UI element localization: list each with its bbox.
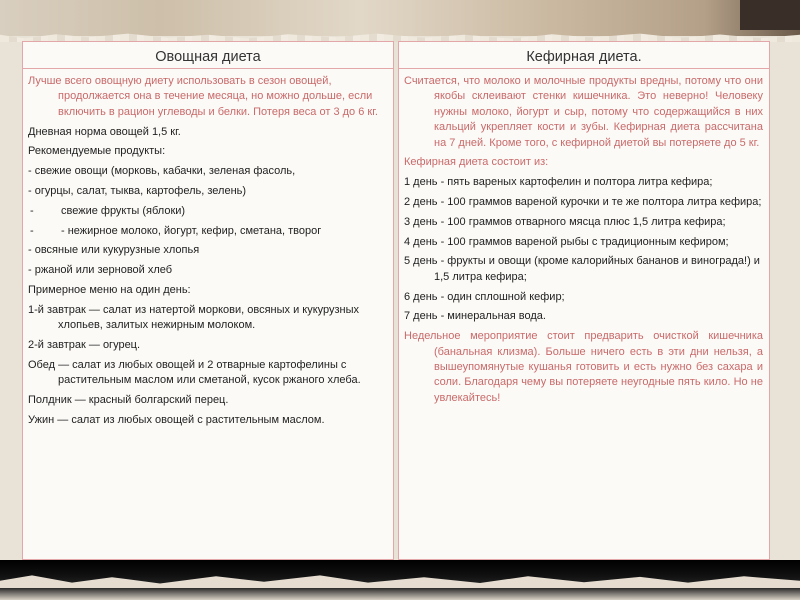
intro-paragraph: Считается, что молоко и молочные продукты вредны, потому что они якобы склеивают стенки кишечника. Это неверно! Человеку нужны молоко, йогурт и сыр, потому что содержащийся в них кальций укрепляет кости и зубы. Кефирная диета рассчитана на 7 дней. Кроме того, с кефирной диетой вы потеряете до 5 кг. — [404, 75, 763, 149]
day-item: 2 день - 100 граммов вареной курочки и те же полтора литра кефира; — [404, 196, 762, 209]
kefir-diet-panel — [398, 41, 770, 560]
day-item: 7 день - минеральная вода. — [404, 310, 546, 323]
day-item: 1 день - пять вареных картофелин и полтора литра кефира; — [404, 176, 713, 189]
day-item: 3 день - 100 граммов отварного мясца плюс 1,5 литра кефира; — [404, 215, 726, 228]
decorative-bottom-band — [0, 560, 800, 600]
panel-title: Кефирная диета. — [526, 49, 642, 65]
title-divider — [399, 68, 769, 69]
list-item: - огурцы, салат, тыква, картофель, зелень) — [28, 185, 247, 197]
menu-item: Ужин — салат из любых овощей с растительным маслом. — [28, 413, 325, 426]
title-divider — [23, 68, 393, 69]
day-item: 6 день - один сплошной кефир; — [404, 290, 565, 303]
daily-norm: Дневная норма овощей 1,5 кг. — [28, 125, 181, 138]
menu-item: Полдник — красный болгарский перец. — [28, 393, 229, 406]
composition-heading: Кефирная диета состоит из: — [404, 156, 549, 169]
vegetable-diet-panel — [22, 41, 394, 560]
bullet-dash: - — [30, 224, 34, 237]
panel-body — [28, 74, 387, 433]
list-item: - ржаной или зерновой хлеб — [28, 264, 173, 277]
menu-item: 2-й завтрак — огурец. — [28, 338, 141, 351]
panel-title: Овощная диета — [155, 49, 261, 65]
list-item: - свежие фрукты (яблоки) — [28, 204, 387, 219]
intro-paragraph: Лучше всего овощную диету использовать в сезон овощей, продолжается она в течение месяца, но можно дольше, если включить в рацион углеводы и белки. Потеря веса от 3 до 6 кг. — [28, 75, 378, 118]
menu-heading: Примерное меню на один день: — [28, 283, 191, 296]
list-item: - свежие овощи (морковь, кабачки, зеленая фасоль, — [28, 165, 296, 178]
list-item: - - нежирное молоко, йогурт, кефир, сметана, творог — [28, 224, 387, 239]
bullet-dash: - — [30, 204, 34, 217]
closing-paragraph: Недельное мероприятие стоит предварить очисткой кишечника (банальная клизма). Больше ничего есть в эти дни нельзя, а вышеупомянутые кушанья готовить и есть нужно без сахара и соли. Благодаря чему вы потеряете неугодные пять кило. Но не увлекайтесь! — [404, 330, 763, 404]
torn-paper-edge — [0, 570, 800, 588]
day-item: 5 день - фрукты и овощи (кроме калорийных бананов и винограда!) и 1,5 литра кефира; — [404, 255, 760, 283]
menu-item: 1-й завтрак — салат из натертой моркови, овсяных и кукурузных хлопьев, залитых нежирным молоком. — [28, 303, 360, 332]
recommended-heading: Рекомендуемые продукты: — [28, 145, 166, 158]
day-item: 4 день - 100 граммов вареной рыбы с традиционным кефиром; — [404, 235, 729, 248]
decorative-top-band — [0, 0, 800, 36]
dark-corner-decoration — [740, 0, 800, 30]
panel-body — [404, 74, 763, 411]
menu-item: Обед — салат из любых овощей и 2 отварные картофелины с растительным маслом или сметаной, кусок ржаного хлеба. — [28, 358, 361, 387]
list-item: - овсяные или кукурузные хлопья — [28, 244, 200, 257]
